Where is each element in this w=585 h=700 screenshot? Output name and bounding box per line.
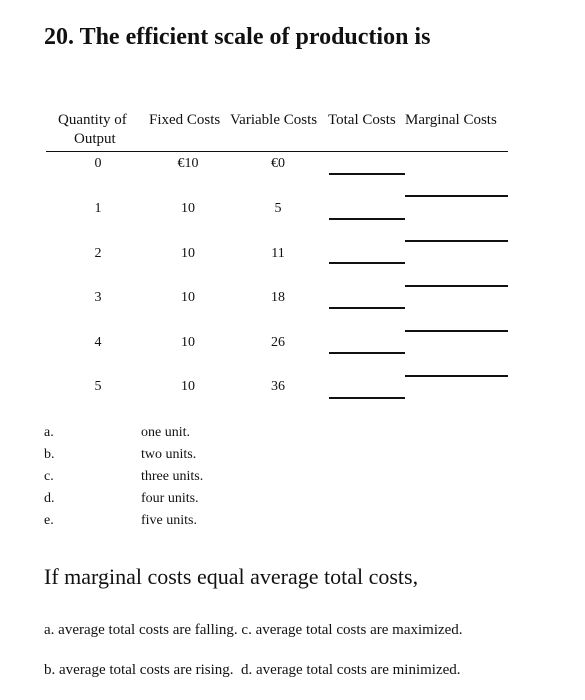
fixed-cost-cell: 10 xyxy=(181,201,195,216)
quantity-cell: 2 xyxy=(94,246,102,261)
variable-cost-cell: 18 xyxy=(271,290,285,305)
marginal-cost-blank xyxy=(405,375,508,377)
quantity-cell: 4 xyxy=(94,335,102,350)
fixed-cost-cell: 10 xyxy=(181,290,195,305)
option-text: two units. xyxy=(141,447,197,462)
answer-line-2: b. average total costs are rising. d. average total costs are minimized. xyxy=(44,662,461,678)
fixed-cost-cell: 10 xyxy=(181,335,195,350)
option-text: three units. xyxy=(141,469,204,484)
option-letter: e. xyxy=(44,513,54,528)
answer-line-1: a. average total costs are falling. c. average total costs are maximized. xyxy=(44,622,463,638)
variable-cost-cell: 5 xyxy=(274,201,282,216)
option-text: one unit. xyxy=(141,425,190,440)
fixed-cost-cell: 10 xyxy=(181,246,195,261)
marginal-cost-blank xyxy=(405,330,508,332)
total-cost-blank xyxy=(329,397,405,399)
header-quantity: Quantity of xyxy=(58,112,127,128)
option-letter: a. xyxy=(44,425,54,440)
question2-prompt: If marginal costs equal average total costs, xyxy=(44,564,419,589)
header-marginal-costs: Marginal Costs xyxy=(405,112,497,128)
variable-cost-cell: €0 xyxy=(271,156,285,171)
question-title: 20. The efficient scale of production is xyxy=(44,24,431,50)
total-cost-blank xyxy=(329,262,405,264)
fixed-cost-cell: €10 xyxy=(177,156,199,171)
option-text: five units. xyxy=(141,513,197,528)
header-output: Output xyxy=(74,131,116,147)
variable-cost-cell: 11 xyxy=(271,246,285,261)
quantity-cell: 1 xyxy=(94,201,102,216)
header-variable-costs: Variable Costs xyxy=(230,112,318,128)
variable-cost-cell: 26 xyxy=(271,335,285,350)
option-letter: d. xyxy=(44,491,55,506)
option-letter: b. xyxy=(44,447,55,462)
option-letter: c. xyxy=(44,469,54,484)
marginal-cost-blank xyxy=(405,240,508,242)
quantity-cell: 3 xyxy=(94,290,102,305)
total-cost-blank xyxy=(329,218,405,220)
quantity-cell: 5 xyxy=(94,379,102,394)
header-fixed-costs: Fixed Costs xyxy=(149,112,221,128)
total-cost-blank xyxy=(329,173,405,175)
variable-cost-cell: 36 xyxy=(271,379,285,394)
total-cost-blank xyxy=(329,352,405,354)
marginal-cost-blank xyxy=(405,285,508,287)
option-text: four units. xyxy=(141,491,199,506)
header-rule xyxy=(46,151,508,152)
fixed-cost-cell: 10 xyxy=(181,379,195,394)
total-cost-blank xyxy=(329,307,405,309)
quantity-cell: 0 xyxy=(94,156,102,171)
marginal-cost-blank xyxy=(405,195,508,197)
header-total-costs: Total Costs xyxy=(328,112,396,128)
